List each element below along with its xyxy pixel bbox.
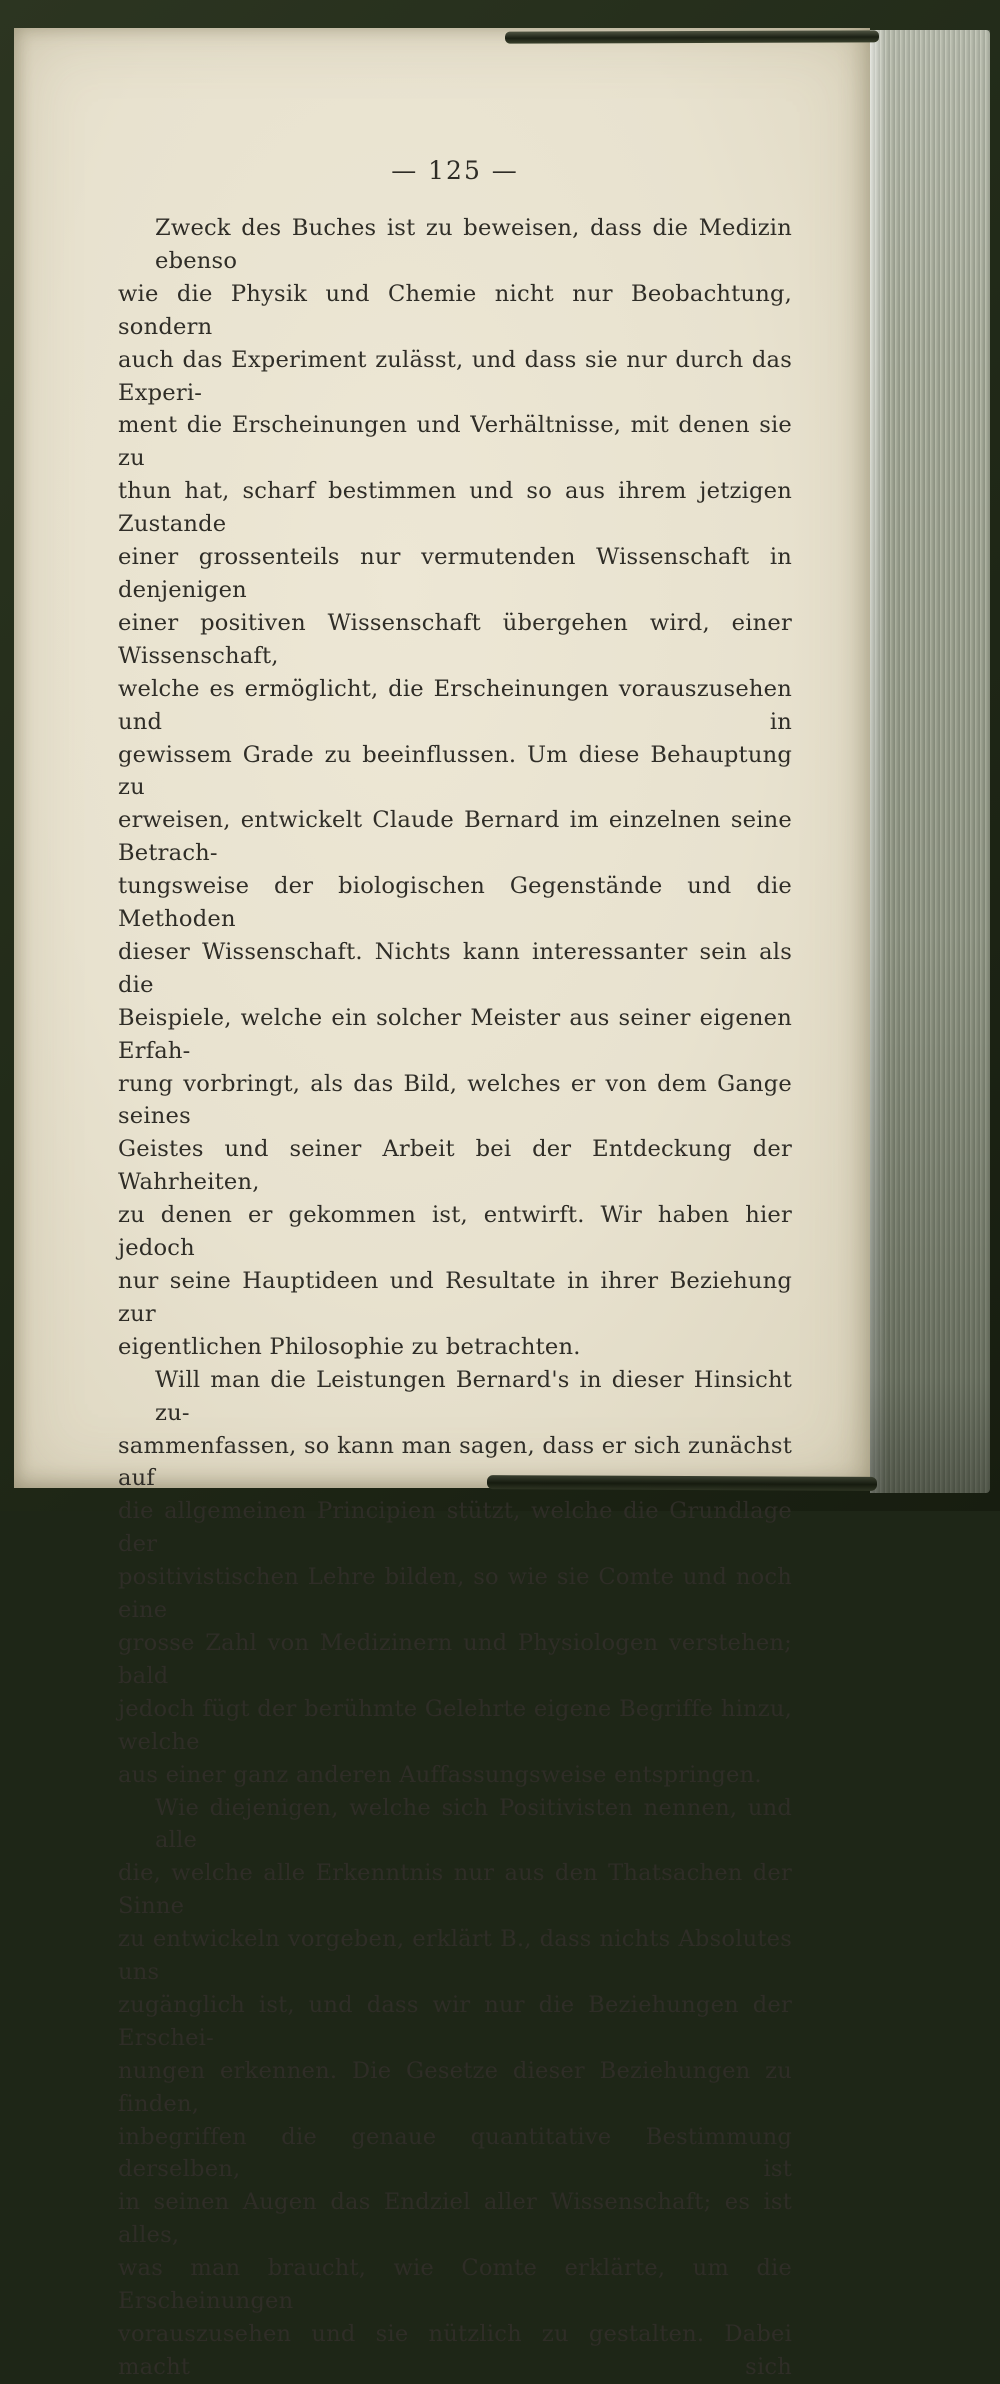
text-line: inbegriffen die genaue quantitative Bestimmung derselben, ist: [118, 2123, 792, 2183]
text-line: zu denen er gekommen ist, entwirft. Wir haben hier jedoch: [118, 1202, 792, 1262]
paragraph: [118, 1792, 792, 2384]
page-edges-stack: [870, 30, 990, 1493]
text-line: einer positiven Wissenschaft übergehen wird, einer Wissenschaft,: [118, 609, 792, 669]
text-line: Geistes und seiner Arbeit bei der Entdeckung der Wahrheiten,: [118, 1136, 792, 1196]
paragraph: [118, 1364, 792, 1792]
text-line: zu entwickeln vorgeben, erklärt B., dass nichts Absolutes uns: [118, 1926, 792, 1986]
text-line: dieser Wissenschaft. Nichts kann interessanter sein als die: [118, 938, 792, 998]
text-line: die, welche alle Erkenntnis nur aus den Thatsachen der Sinne: [118, 1860, 792, 1920]
text-line: was man braucht, wie Comte erklärte, um die Erscheinungen: [118, 2255, 792, 2315]
text-line: jedoch fügt der berühmte Gelehrte eigene Begriffe hinzu, welche: [118, 1695, 792, 1755]
text-line: gewissem Grade zu beeinflussen. Um diese Behauptung zu: [118, 741, 792, 801]
text-line: auch das Experiment zulässt, und dass sie nur durch das Experi-: [118, 346, 792, 406]
text-line: Beispiele, welche ein solcher Meister aus seiner eigenen Erfah-: [118, 1004, 792, 1064]
text-line: nungen erkennen. Die Gesetze dieser Beziehungen zu finden,: [118, 2057, 792, 2117]
text-line: rung vorbringt, als das Bild, welches er von dem Gange seines: [118, 1070, 792, 1130]
text-line: Wie diejenigen, welche sich Positivisten nennen, und alle: [155, 1794, 792, 1854]
text-line: thun hat, scharf bestimmen und so aus ihrem jetzigen Zustande: [118, 478, 792, 538]
page-content: [118, 28, 792, 2384]
text-line: vorauszusehen und sie nützlich zu gestalten. Dabei macht sich: [118, 2321, 792, 2380]
text-line: aus einer ganz anderen Auffassungsweise entspringen.: [118, 1761, 762, 1788]
text-line: tungsweise der biologischen Gegenstände und die Methoden: [118, 873, 792, 933]
text-line: sammenfassen, so kann man sagen, dass er sich zunächst auf: [118, 1432, 792, 1492]
text-line: die allgemeinen Principien stützt, welche die Grundlage der: [118, 1498, 792, 1558]
text-line: in seinen Augen das Endziel aller Wissenschaft; es ist alles,: [118, 2189, 792, 2249]
book-page: [14, 28, 870, 2380]
text-line: grosse Zahl von Medizinern und Physiologen verstehen; bald: [118, 1629, 792, 1689]
page-body: [118, 212, 792, 2384]
text-line: Will man die Leistungen Bernard's in dieser Hinsicht zu-: [155, 1366, 792, 1426]
paragraph: [118, 212, 792, 1364]
text-line: positivistischen Lehre bilden, so wie sie Comte und noch eine: [118, 1564, 792, 1624]
text-line: nur seine Hauptideen und Resultate in ihrer Beziehung zur: [118, 1268, 792, 1327]
text-line: erweisen, entwickelt Claude Bernard im einzelnen seine Betrach-: [118, 807, 792, 867]
text-line: eigentlichen Philosophie zu betrachten.: [118, 1333, 581, 1360]
page-number: — 125 —: [391, 156, 519, 185]
text-line: welche es ermöglicht, die Erscheinungen vorauszusehen und in: [118, 675, 792, 735]
text-line: zugänglich ist, und dass wir nur die Beziehungen der Erschei-: [118, 1991, 792, 2051]
text-line: einer grossenteils nur vermutenden Wissenschaft in denjenigen: [118, 544, 792, 603]
page-stack-shadow-top: [505, 30, 879, 43]
page-stack-shadow-bottom: [487, 1475, 877, 1491]
text-line: Zweck des Buches ist zu beweisen, dass die Medizin ebenso: [155, 215, 792, 274]
text-line: ment die Erscheinungen und Verhältnisse, mit denen sie zu: [118, 412, 792, 472]
text-line: wie die Physik und Chemie nicht nur Beobachtung, sondern: [118, 280, 792, 340]
